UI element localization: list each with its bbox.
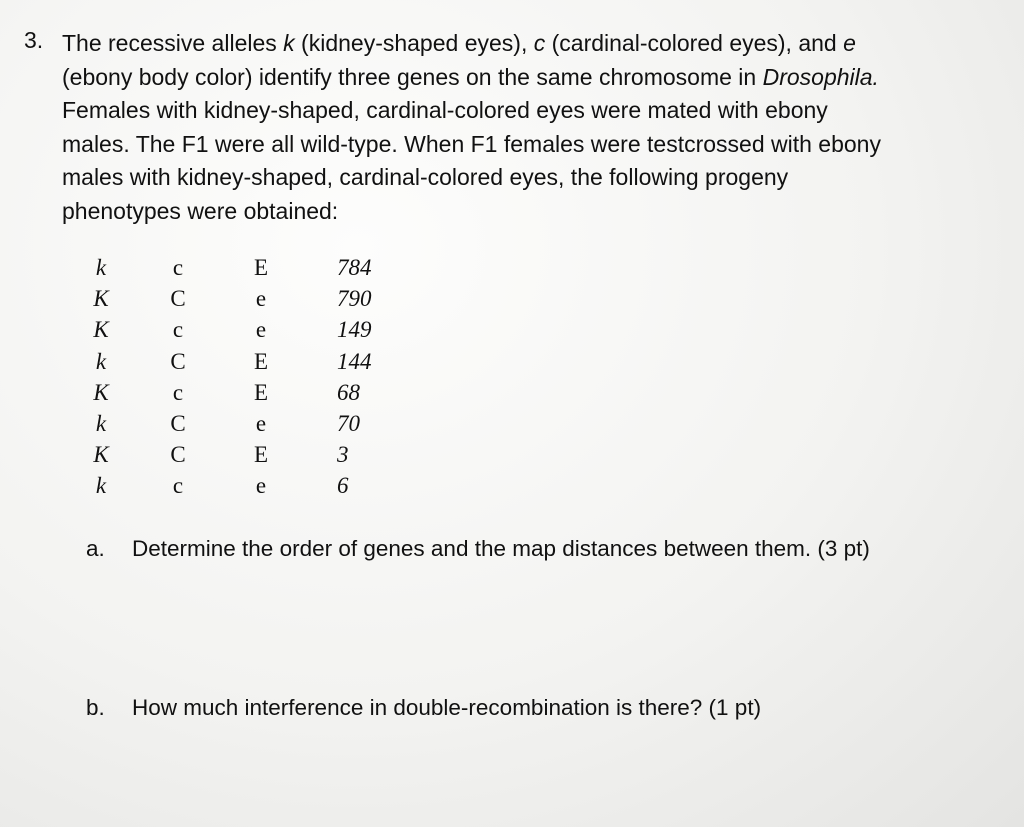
part-a-text: Determine the order of genes and the map distances between them. (3 pt) (132, 536, 870, 561)
progeny-e-allele: e (255, 411, 267, 436)
part-b-text: How much interference in double-recombination is there? (1 pt) (132, 695, 762, 720)
part-a-label: a. (86, 536, 105, 561)
progeny-k-allele: k (95, 255, 107, 280)
progeny-count: 149 (337, 317, 372, 343)
progeny-k-allele: k (95, 348, 107, 374)
progeny-e-allele: E (253, 442, 269, 468)
progeny-e-allele: e (255, 286, 267, 312)
progeny-c-allele: C (170, 411, 186, 436)
progeny-c-allele: c (172, 317, 184, 343)
progeny-count: 790 (337, 286, 372, 312)
question-line: males. The F1 were all wild-type. When F1 females were testcrossed with ebony (62, 130, 881, 157)
progeny-c-allele: c (172, 255, 184, 280)
progeny-e-allele: e (255, 473, 267, 499)
progeny-e-allele: e (255, 317, 267, 343)
progeny-k-allele: K (93, 442, 109, 468)
question-line: males with kidney-shaped, cardinal-colored eyes, the following progeny (62, 164, 789, 190)
question-number: 3. (24, 27, 44, 53)
progeny-count: 784 (337, 255, 372, 280)
question-line: Females with kidney-shaped, cardinal-colored eyes were mated with ebony (62, 97, 828, 123)
progeny-count: 70 (337, 411, 360, 436)
progeny-k-allele: K (93, 379, 109, 405)
progeny-count: 144 (337, 348, 372, 374)
progeny-count: 68 (337, 379, 360, 405)
progeny-e-allele: E (253, 379, 269, 405)
progeny-k-allele: k (95, 411, 107, 436)
question-line: The recessive alleles k (kidney-shaped eyes), c (cardinal-colored eyes), and e (62, 30, 856, 56)
progeny-c-allele: c (172, 379, 184, 405)
part-b-label: b. (86, 695, 105, 720)
question-line: (ebony body color) identify three genes on the same chromosome in Drosophila. (62, 63, 879, 90)
progeny-k-allele: K (93, 317, 109, 343)
progeny-k-allele: K (93, 286, 109, 312)
progeny-c-allele: c (172, 473, 184, 499)
part-a (86, 536, 870, 562)
progeny-e-allele: E (253, 348, 269, 374)
question-line: phenotypes were obtained: (62, 197, 339, 224)
progeny-c-allele: C (170, 286, 186, 312)
progeny-count: 3 (337, 442, 349, 468)
progeny-c-allele: C (170, 442, 186, 468)
progeny-k-allele: k (95, 473, 107, 499)
progeny-c-allele: C (170, 348, 186, 374)
part-b (86, 695, 761, 721)
progeny-count: 6 (337, 473, 349, 499)
progeny-e-allele: E (253, 255, 269, 280)
